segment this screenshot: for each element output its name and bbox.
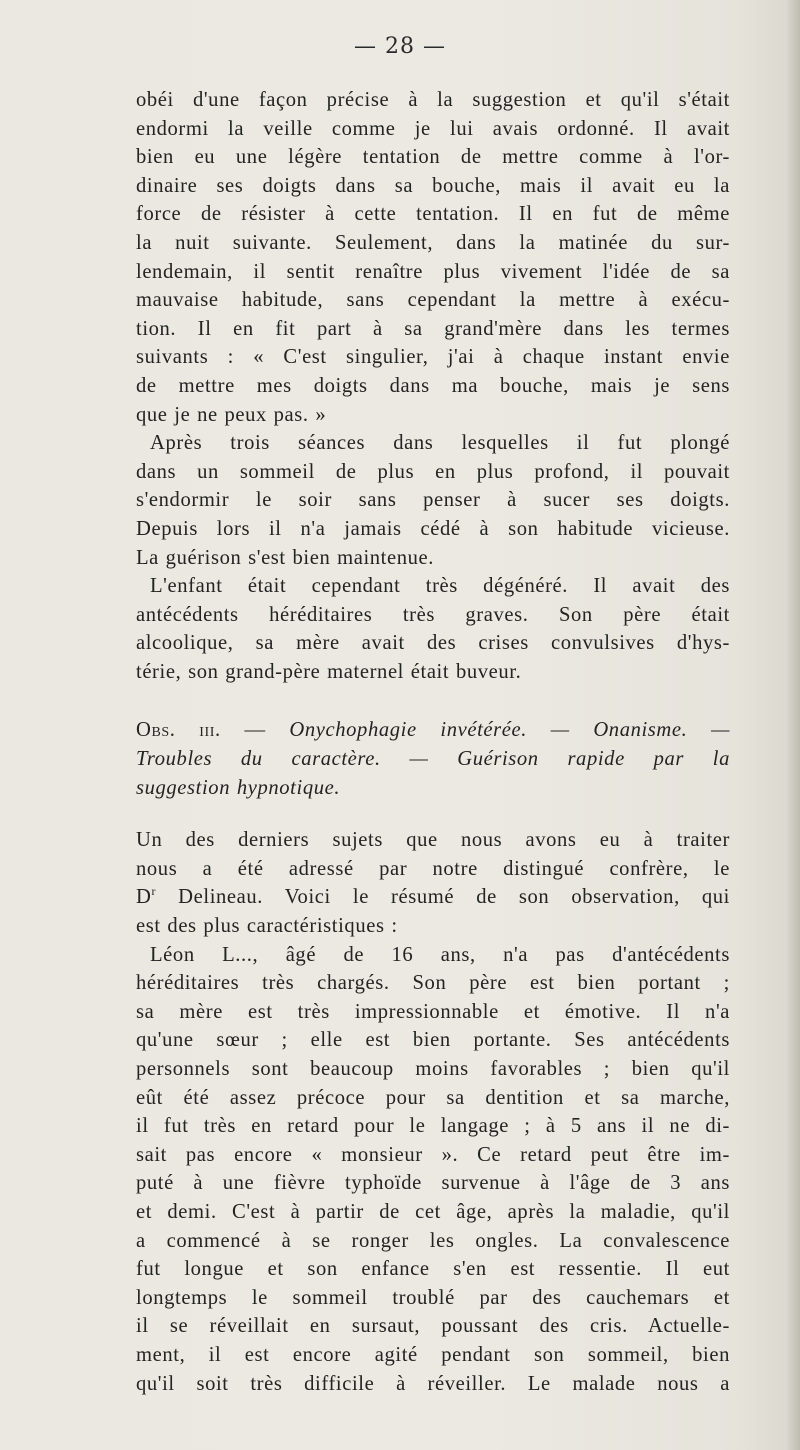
text-line: bien eu une légère tentation de mettre comme à l'or- (136, 146, 730, 169)
text-line: il se réveillait en sursaut, poussant des cris. Actuelle- (136, 1315, 730, 1338)
page-edge-shadow (786, 0, 800, 1450)
observation-title: Onychophagie invétérée. — Onanisme. — (289, 719, 731, 742)
text-line: longtemps le sommeil troublé par des cauchemars et (136, 1286, 730, 1309)
text-line: lendemain, il sentit renaître plus vivement l'idée de sa (136, 260, 730, 283)
text-line: héréditaires très chargés. Son père est bien portant ; (136, 972, 730, 995)
text-line: que je ne peux pas. » (136, 403, 327, 426)
text-line: qu'une sœur ; elle est bien portante. Ses antécédents (136, 1029, 730, 1052)
text-line: Léon L..., âgé de 16 ans, n'a pas d'antécédents (150, 943, 730, 966)
text-line: il fut très en retard pour le langage ; à 5 ans il ne di- (136, 1115, 730, 1138)
text-line: et demi. C'est à partir de cet âge, après la maladie, qu'il (136, 1200, 730, 1223)
doctor-abbrev-sup: r (151, 884, 157, 899)
text-line: suivants : « C'est singulier, j'ai à chaque instant envie (136, 346, 730, 369)
text-line: personnels sont beaucoup moins favorables ; bien qu'il (136, 1058, 730, 1080)
text-line: L'enfant était cependant très dégénéré. Il avait des (150, 575, 730, 598)
text-line: sa mère est très impressionnable et émotive. Il n'a (136, 1000, 730, 1023)
text-line: térie, son grand-père maternel était buveur. (136, 660, 522, 683)
text-line: Un des derniers sujets que nous avons eu à traiter (136, 829, 730, 852)
page-body (136, 86, 730, 1398)
observation-label: Obs. iii. — (136, 719, 266, 742)
text-line: s'endormir le soir sans penser à sucer ses doigts. (136, 489, 730, 512)
observation-heading-line (136, 716, 730, 745)
section-gap (136, 686, 730, 716)
text-line: dans un sommeil de plus en plus profond, il pouvait (136, 460, 730, 483)
text-line: a commencé à se ronger les ongles. La convalescence (136, 1229, 730, 1252)
text-line: antécédents héréditaires très graves. Son père était (136, 603, 730, 626)
text-line: mauvaise habitude, sans cependant la mettre à exécu- (136, 289, 730, 312)
text-line: eût été assez précoce pour sa dentition et sa marche, (136, 1086, 730, 1109)
text-line: force de résister à cette tentation. Il en fut de même (136, 203, 730, 226)
text-line: est des plus caractéristiques : (136, 915, 398, 938)
text-line: ment, il est encore agité pendant son sommeil, bien (136, 1343, 730, 1366)
text-line: qu'il soit très difficile à réveiller. Le malade nous a (136, 1372, 730, 1395)
text-line: de mettre mes doigts dans ma bouche, mais je sens (136, 374, 730, 397)
text-line: fut longue et son enfance s'en est ressentie. Il eut (136, 1258, 730, 1281)
text-line: alcoolique, sa mère avait des crises convulsives d'hys- (136, 632, 730, 655)
doctor-abbrev: D (136, 886, 152, 909)
text-line-doctor (136, 883, 730, 912)
text-line: nous a été adressé par notre distingué confrère, le (136, 857, 730, 880)
observation-title-line: Troubles du caractère. — Guérison rapide par la (136, 748, 730, 771)
doctor-line-rest: Delineau. Voici le résumé de son observation, qui (156, 886, 730, 909)
text-line: tion. Il en fit part à sa grand'mère dans les termes (136, 317, 730, 340)
text-line: puté à une fièvre typhoïde survenue à l'âge de 3 ans (136, 1172, 730, 1195)
observation-title-line: suggestion hypnotique. (136, 776, 341, 799)
text-line: sait pas encore « monsieur ». Ce retard peut être im- (136, 1143, 730, 1166)
section-gap (136, 802, 730, 826)
text-line: dinaire ses doigts dans sa bouche, mais il avait eu la (136, 174, 730, 197)
text-line: Après trois séances dans lesquelles il fut plongé (150, 432, 730, 455)
text-line: obéi d'une façon précise à la suggestion et qu'il s'était (136, 89, 730, 111)
text-line: Depuis lors il n'a jamais cédé à son habitude vicieuse. (136, 517, 730, 540)
page-number: — 28 — (354, 34, 446, 59)
text-line: la nuit suivante. Seulement, dans la matinée du sur- (136, 231, 730, 254)
text-line: La guérison s'est bien maintenue. (136, 546, 435, 569)
text-line: endormi la veille comme je lui avais ordonné. Il avait (136, 117, 730, 140)
